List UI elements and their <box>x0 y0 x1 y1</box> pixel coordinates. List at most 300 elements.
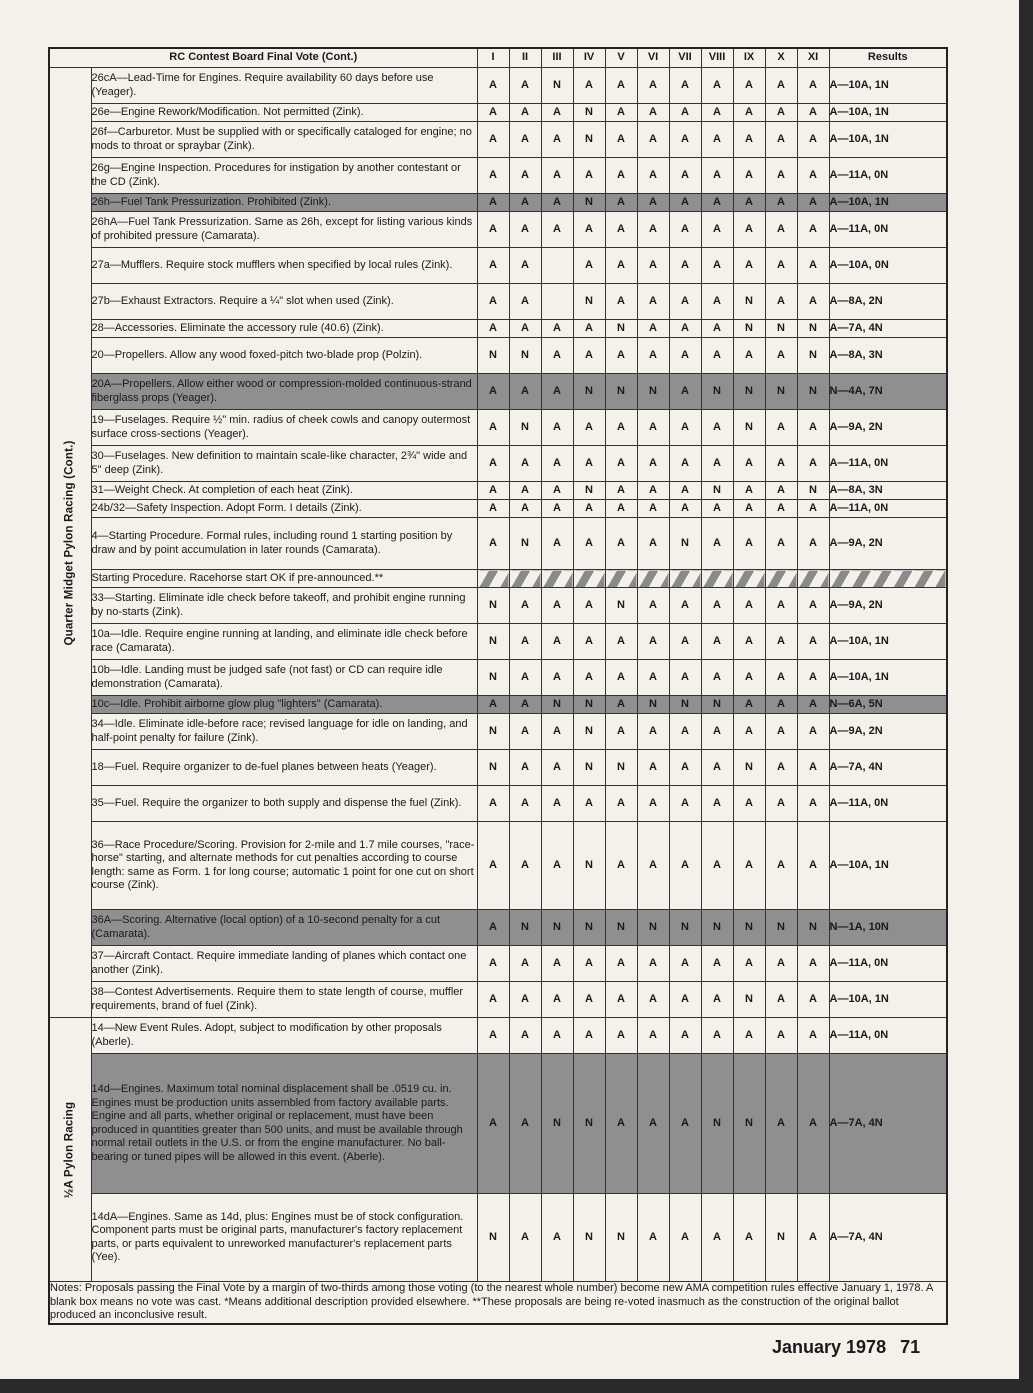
proposal-row <box>49 158 947 194</box>
result-cell: A—10A, 0N <box>829 248 947 284</box>
vote-cell: A <box>477 284 509 320</box>
proposal-text: 36—Race Procedure/Scoring. Provision for 2-mile and 1.7 mile courses, "race-horse" starting, and alternate methods for cut penalties according to course length: same as Form. 1 for long course; automatic 1 point for one cut on short course (Zink). <box>91 822 477 910</box>
vote-cell: A <box>509 1018 541 1054</box>
vote-cell: A <box>701 68 733 104</box>
vote-cell: A <box>605 482 637 500</box>
vote-cell: A <box>669 624 701 660</box>
column-header-results: Results <box>829 48 947 68</box>
vote-cell: A <box>733 482 765 500</box>
proposal-row <box>49 248 947 284</box>
vote-cell: N <box>573 910 605 946</box>
vote-cell: N <box>509 338 541 374</box>
vote-cell: A <box>509 122 541 158</box>
vote-cell: A <box>701 786 733 822</box>
vote-cell <box>701 570 733 588</box>
vote-cell: A <box>797 248 829 284</box>
vote-cell: N <box>509 518 541 570</box>
vote-cell: A <box>509 248 541 284</box>
vote-cell: A <box>477 446 509 482</box>
vote-cell: A <box>797 660 829 696</box>
vote-cell: N <box>733 284 765 320</box>
vote-cell: A <box>637 338 669 374</box>
vote-cell: A <box>637 410 669 446</box>
vote-cell: A <box>765 500 797 518</box>
proposal-text: 10a—Idle. Require engine running at landing, and eliminate idle check before race (Camarata). <box>91 624 477 660</box>
vote-cell: A <box>733 714 765 750</box>
result-cell: A—7A, 4N <box>829 1194 947 1282</box>
result-cell: A—10A, 1N <box>829 122 947 158</box>
vote-cell: A <box>733 786 765 822</box>
vote-cell: N <box>573 104 605 122</box>
vote-cell: N <box>733 374 765 410</box>
vote-cell: A <box>797 982 829 1018</box>
vote-cell: A <box>669 338 701 374</box>
proposal-text: 19—Fuselages. Require ½" min. radius of cheek cowls and canopy outermost surface cross-sections (Yeager). <box>91 410 477 446</box>
vote-cell: A <box>765 714 797 750</box>
proposal-row <box>49 910 947 946</box>
vote-cell: N <box>605 1194 637 1282</box>
result-cell: A—8A, 3N <box>829 338 947 374</box>
vote-cell: N <box>733 1054 765 1194</box>
vote-cell: A <box>733 338 765 374</box>
vote-cell: N <box>797 320 829 338</box>
vote-cell: A <box>701 588 733 624</box>
result-cell: A—10A, 1N <box>829 104 947 122</box>
vote-cell: A <box>605 500 637 518</box>
vote-cell: A <box>733 158 765 194</box>
vote-cell: A <box>765 696 797 714</box>
vote-cell: A <box>477 212 509 248</box>
result-cell: A—11A, 0N <box>829 1018 947 1054</box>
vote-cell: A <box>733 500 765 518</box>
proposal-text: 28—Accessories. Eliminate the accessory rule (40.6) (Zink). <box>91 320 477 338</box>
proposal-text: 30—Fuselages. New definition to maintain scale-like character, 2¾" wide and 5" deep (Zink). <box>91 446 477 482</box>
proposal-text: 26h—Fuel Tank Pressurization. Prohibited (Zink). <box>91 194 477 212</box>
vote-cell: A <box>509 786 541 822</box>
vote-cell: A <box>477 104 509 122</box>
vote-cell: A <box>637 822 669 910</box>
vote-cell: A <box>637 248 669 284</box>
vote-cell: N <box>477 750 509 786</box>
vote-cell: A <box>765 248 797 284</box>
proposal-text: 24b/32—Safety Inspection. Adopt Form. I details (Zink). <box>91 500 477 518</box>
vote-cell: A <box>797 410 829 446</box>
vote-cell: A <box>637 786 669 822</box>
vote-cell: A <box>477 410 509 446</box>
vote-cell: A <box>541 1194 573 1282</box>
vote-cell: A <box>765 212 797 248</box>
vote-cell: A <box>637 122 669 158</box>
vote-cell: A <box>797 158 829 194</box>
vote-cell: A <box>765 946 797 982</box>
vote-cell: A <box>637 284 669 320</box>
proposal-row <box>49 946 947 982</box>
vote-cell: A <box>637 500 669 518</box>
vote-cell: A <box>541 194 573 212</box>
vote-cell: A <box>573 320 605 338</box>
proposal-row <box>49 696 947 714</box>
page-edge <box>1019 0 1033 1393</box>
vote-cell: A <box>637 446 669 482</box>
vote-cell: A <box>797 822 829 910</box>
vote-cell: A <box>605 624 637 660</box>
vote-cell: N <box>765 910 797 946</box>
vote-cell: A <box>797 1054 829 1194</box>
vote-cell: N <box>605 374 637 410</box>
vote-cell: A <box>541 588 573 624</box>
proposal-text: 26hA—Fuel Tank Pressurization. Same as 26h, except for listing various kinds of prohibited pressure (Camarata). <box>91 212 477 248</box>
result-cell: N—4A, 7N <box>829 374 947 410</box>
vote-cell: A <box>797 1018 829 1054</box>
vote-cell: A <box>605 68 637 104</box>
vote-cell: N <box>573 1194 605 1282</box>
vote-cell: N <box>669 518 701 570</box>
vote-cell: N <box>605 588 637 624</box>
vote-cell: A <box>669 248 701 284</box>
vote-cell: A <box>573 410 605 446</box>
table-title: RC Contest Board Final Vote (Cont.) <box>49 48 477 68</box>
vote-cell <box>797 570 829 588</box>
vote-cell: A <box>701 446 733 482</box>
vote-cell: A <box>509 946 541 982</box>
vote-cell: A <box>477 786 509 822</box>
vote-cell: A <box>637 750 669 786</box>
vote-cell: A <box>637 946 669 982</box>
vote-cell: A <box>637 1054 669 1194</box>
vote-cell: A <box>701 284 733 320</box>
vote-cell: A <box>477 248 509 284</box>
vote-cell: A <box>669 588 701 624</box>
vote-cell: A <box>605 284 637 320</box>
vote-cell: A <box>573 982 605 1018</box>
vote-table-sheet <box>48 47 946 1325</box>
vote-cell: A <box>509 284 541 320</box>
vote-cell <box>637 570 669 588</box>
vote-cell: A <box>509 660 541 696</box>
vote-cell: A <box>541 104 573 122</box>
vote-cell: A <box>477 500 509 518</box>
vote-cell: N <box>573 750 605 786</box>
proposal-text: 38—Contest Advertisements. Require them to state length of course, muffler requirements, brand of fuel (Zink). <box>91 982 477 1018</box>
vote-cell: A <box>701 500 733 518</box>
vote-cell: N <box>541 1054 573 1194</box>
vote-cell: A <box>669 500 701 518</box>
vote-cell: N <box>701 910 733 946</box>
vote-cell: A <box>701 822 733 910</box>
result-cell: A—11A, 0N <box>829 212 947 248</box>
vote-cell: N <box>477 660 509 696</box>
vote-cell: A <box>733 696 765 714</box>
vote-cell: A <box>765 786 797 822</box>
vote-cell: N <box>669 910 701 946</box>
vote-cell: A <box>669 158 701 194</box>
header-row <box>49 48 947 68</box>
section-label-cell <box>49 1018 91 1282</box>
column-header-voter: XI <box>797 48 829 68</box>
vote-cell: A <box>477 68 509 104</box>
vote-cell <box>541 248 573 284</box>
vote-cell: A <box>797 624 829 660</box>
vote-cell: A <box>509 696 541 714</box>
proposal-text: 20A—Propellers. Allow either wood or compression-molded continuous-strand fiberglass props (Yeager). <box>91 374 477 410</box>
vote-cell: A <box>541 518 573 570</box>
vote-cell: A <box>573 946 605 982</box>
vote-cell: A <box>573 248 605 284</box>
vote-cell: A <box>573 338 605 374</box>
vote-cell: A <box>573 500 605 518</box>
vote-cell: A <box>797 750 829 786</box>
proposal-row <box>49 500 947 518</box>
result-cell: A—11A, 0N <box>829 786 947 822</box>
proposal-text: Starting Procedure. Racehorse start OK if pre-announced.** <box>91 570 477 588</box>
vote-table <box>48 47 948 1325</box>
vote-cell: A <box>605 158 637 194</box>
proposal-text: 10c—Idle. Prohibit airborne glow plug "lighters" (Camarata). <box>91 696 477 714</box>
vote-cell: A <box>605 786 637 822</box>
vote-cell: A <box>669 660 701 696</box>
vote-cell: N <box>733 982 765 1018</box>
vote-cell: A <box>573 68 605 104</box>
vote-cell: A <box>765 624 797 660</box>
vote-cell: A <box>797 500 829 518</box>
vote-cell: A <box>765 68 797 104</box>
proposal-row <box>49 410 947 446</box>
vote-cell: N <box>605 320 637 338</box>
result-cell: A—10A, 1N <box>829 624 947 660</box>
vote-cell: A <box>701 982 733 1018</box>
vote-cell: A <box>669 320 701 338</box>
proposal-row <box>49 1018 947 1054</box>
proposal-row <box>49 1194 947 1282</box>
vote-cell: A <box>797 714 829 750</box>
vote-cell: A <box>477 320 509 338</box>
proposal-row <box>49 518 947 570</box>
vote-cell: A <box>541 482 573 500</box>
vote-cell: A <box>605 1018 637 1054</box>
proposal-row <box>49 588 947 624</box>
proposal-row <box>49 822 947 910</box>
proposal-text: 4—Starting Procedure. Formal rules, including round 1 starting position by draw and by point accumulation in later rounds (Camarata). <box>91 518 477 570</box>
proposal-row <box>49 122 947 158</box>
vote-cell: N <box>669 696 701 714</box>
vote-cell: A <box>733 624 765 660</box>
page-bottom-edge <box>0 1379 1033 1393</box>
vote-cell: A <box>701 750 733 786</box>
vote-cell: N <box>573 1054 605 1194</box>
vote-cell: N <box>509 410 541 446</box>
vote-cell: A <box>765 822 797 910</box>
column-header-voter: III <box>541 48 573 68</box>
vote-cell: A <box>477 158 509 194</box>
proposal-text: 26e—Engine Rework/Modification. Not permitted (Zink). <box>91 104 477 122</box>
proposal-row <box>49 374 947 410</box>
vote-cell: A <box>669 284 701 320</box>
vote-cell: A <box>765 194 797 212</box>
vote-cell: A <box>701 320 733 338</box>
vote-cell <box>733 570 765 588</box>
vote-cell: A <box>765 104 797 122</box>
vote-cell: A <box>733 1194 765 1282</box>
proposal-row <box>49 714 947 750</box>
vote-cell: A <box>605 696 637 714</box>
vote-cell: A <box>733 68 765 104</box>
proposal-text: 14dA—Engines. Same as 14d, plus: Engines must be of stock configuration. Component parts must be original parts, manufacturer's factory replacement parts, or parts equivalent to unreworked manufacturer's replacement parts (Yee). <box>91 1194 477 1282</box>
vote-cell: N <box>733 910 765 946</box>
proposal-text: 10b—Idle. Landing must be judged safe (not fast) or CD can require idle demonstration (Camarata). <box>91 660 477 696</box>
vote-cell: A <box>637 1018 669 1054</box>
vote-cell: A <box>797 786 829 822</box>
vote-cell: A <box>669 822 701 910</box>
result-cell: A—10A, 1N <box>829 660 947 696</box>
vote-cell: A <box>509 68 541 104</box>
vote-cell: A <box>541 786 573 822</box>
result-cell: A—7A, 4N <box>829 1054 947 1194</box>
vote-cell: A <box>701 158 733 194</box>
result-cell: A—7A, 4N <box>829 320 947 338</box>
vote-cell: N <box>477 338 509 374</box>
vote-cell: N <box>797 482 829 500</box>
proposal-row <box>49 982 947 1018</box>
vote-cell <box>605 570 637 588</box>
vote-cell: N <box>541 910 573 946</box>
vote-cell: N <box>701 374 733 410</box>
vote-cell: A <box>701 946 733 982</box>
vote-cell: A <box>509 104 541 122</box>
vote-cell: A <box>509 158 541 194</box>
vote-cell: A <box>605 212 637 248</box>
vote-cell: N <box>573 194 605 212</box>
proposal-row <box>49 320 947 338</box>
proposal-text: 14d—Engines. Maximum total nominal displacement shall be .0519 cu. in. Engines must be production units assembled from factory available parts. Engine and all parts, whether original or replacement, must have been produced in quantities greater than 500 units, and must be available through normal retail outlets in the U.S. or from the engine manufacturer. No ball-bearing or tuned pipes will be allowed in this event. (Aberle). <box>91 1054 477 1194</box>
vote-cell: A <box>605 946 637 982</box>
vote-cell: A <box>637 104 669 122</box>
vote-table-body <box>49 68 947 1282</box>
proposal-text: 18—Fuel. Require organizer to de-fuel planes between heats (Yeager). <box>91 750 477 786</box>
vote-cell: A <box>797 284 829 320</box>
vote-cell: A <box>669 212 701 248</box>
vote-cell: A <box>573 624 605 660</box>
vote-cell: A <box>541 982 573 1018</box>
vote-cell: A <box>605 822 637 910</box>
vote-cell: A <box>605 194 637 212</box>
vote-cell: A <box>477 946 509 982</box>
result-cell: A—11A, 0N <box>829 446 947 482</box>
result-cell: A—9A, 2N <box>829 518 947 570</box>
column-header-voter: I <box>477 48 509 68</box>
vote-cell: A <box>541 946 573 982</box>
vote-cell: N <box>733 750 765 786</box>
vote-cell: N <box>541 68 573 104</box>
vote-cell: A <box>637 68 669 104</box>
vote-cell: A <box>765 482 797 500</box>
vote-cell: A <box>701 410 733 446</box>
vote-cell: A <box>701 248 733 284</box>
vote-cell <box>477 570 509 588</box>
vote-cell: A <box>605 982 637 1018</box>
vote-cell: A <box>477 910 509 946</box>
vote-cell: A <box>573 518 605 570</box>
proposal-text: 36A—Scoring. Alternative (local option) of a 10-second penalty for a cut (Camarata). <box>91 910 477 946</box>
vote-cell: A <box>605 446 637 482</box>
result-cell: A—10A, 1N <box>829 68 947 104</box>
vote-cell: A <box>701 194 733 212</box>
vote-cell: A <box>637 588 669 624</box>
vote-cell: A <box>669 410 701 446</box>
vote-cell: A <box>669 1054 701 1194</box>
vote-cell: A <box>669 982 701 1018</box>
vote-cell: A <box>541 1018 573 1054</box>
result-cell: A—10A, 1N <box>829 822 947 910</box>
vote-cell: A <box>733 1018 765 1054</box>
vote-cell: A <box>797 446 829 482</box>
vote-cell: A <box>477 194 509 212</box>
vote-cell: A <box>797 68 829 104</box>
vote-cell: N <box>573 482 605 500</box>
vote-cell: A <box>733 660 765 696</box>
result-cell: A—8A, 2N <box>829 284 947 320</box>
vote-cell: A <box>509 320 541 338</box>
vote-cell: A <box>637 194 669 212</box>
proposal-text: 31—Weight Check. At completion of each heat (Zink). <box>91 482 477 500</box>
vote-cell: N <box>477 714 509 750</box>
proposal-row <box>49 1054 947 1194</box>
vote-cell: N <box>637 374 669 410</box>
vote-cell: A <box>477 1018 509 1054</box>
vote-cell: A <box>701 624 733 660</box>
notes-text: Notes: Proposals passing the Final Vote by a margin of two-thirds among those voting (to the nearest whole number) become new AMA competition rules effective January 1, 1978. A blank box means no vote was cast. *Means additional description provided elsewhere. **These proposals are being re-voted inasmuch as the construction of the original ballot produced an inconclusive result. <box>49 1282 947 1324</box>
proposal-row <box>49 338 947 374</box>
proposal-row <box>49 660 947 696</box>
column-header-voter: VI <box>637 48 669 68</box>
vote-cell: A <box>605 338 637 374</box>
vote-cell: A <box>573 158 605 194</box>
vote-cell: A <box>541 714 573 750</box>
vote-cell: A <box>605 660 637 696</box>
proposal-text: 20—Propellers. Allow any wood foxed-pitch two-blade prop (Polzin). <box>91 338 477 374</box>
proposal-text: 14—New Event Rules. Adopt, subject to modification by other proposals (Aberle). <box>91 1018 477 1054</box>
section-label: ½A Pylon Racing <box>63 1101 76 1198</box>
vote-cell: N <box>637 696 669 714</box>
vote-cell: N <box>797 374 829 410</box>
proposal-row <box>49 212 947 248</box>
vote-cell: A <box>765 122 797 158</box>
vote-cell: A <box>541 750 573 786</box>
vote-cell: A <box>765 588 797 624</box>
vote-cell: A <box>669 1194 701 1282</box>
vote-cell: A <box>797 696 829 714</box>
vote-cell: A <box>541 410 573 446</box>
vote-cell: N <box>573 696 605 714</box>
vote-cell: A <box>797 1194 829 1282</box>
vote-cell: A <box>477 696 509 714</box>
vote-cell: A <box>797 946 829 982</box>
vote-cell: A <box>637 624 669 660</box>
vote-cell <box>509 570 541 588</box>
proposal-row <box>49 482 947 500</box>
vote-cell: A <box>797 212 829 248</box>
vote-cell: A <box>541 374 573 410</box>
vote-cell: A <box>765 750 797 786</box>
vote-cell: A <box>765 982 797 1018</box>
proposal-row <box>49 446 947 482</box>
vote-cell: A <box>637 1194 669 1282</box>
vote-cell: N <box>605 750 637 786</box>
vote-cell: A <box>509 750 541 786</box>
vote-cell: A <box>477 374 509 410</box>
vote-cell: A <box>573 588 605 624</box>
vote-cell: A <box>509 446 541 482</box>
vote-cell: A <box>509 194 541 212</box>
